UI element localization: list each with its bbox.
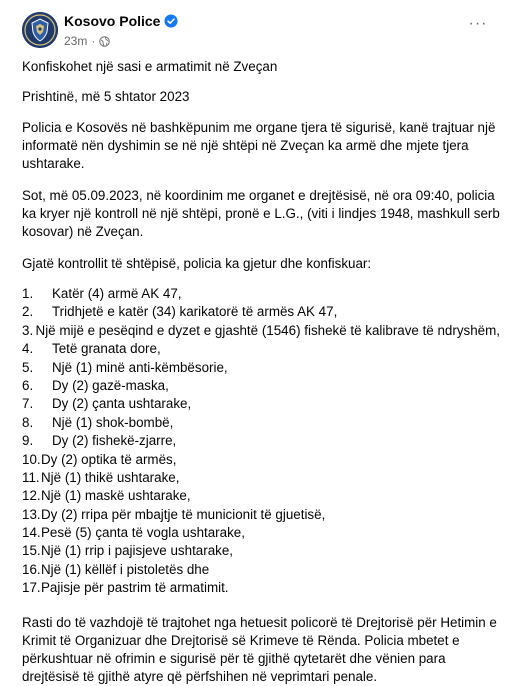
list-item [22, 487, 500, 505]
post-closing-paragraph: Rasti do të vazhdojë të trajtohet nga hetuesit policorë të Drejtorisë për Hetimin e Krimit të Organizuar dhe Drejtorisë së Krimeve të Rënda. Policia mbetet e përkushtuar në ofrimin e sigurisë për të gjithë qytetarët dhe vënien para drejtësisë të gjithë atyre që përfshihen në veprimtari penale. [22, 614, 497, 684]
police-badge-icon [22, 12, 58, 48]
post-timestamp[interactable]: 23m [64, 34, 88, 48]
list-item [22, 469, 500, 487]
post-title: Konfiskohet një sasi e armatimit në Zveçan [22, 59, 278, 74]
list-item [22, 322, 500, 340]
post-details-paragraph: Sot, më 05.09.2023, në koordinim me organet e drejtësisë, në ora 09:40, policia ka kryer një kontroll në një shtëpi, pronë e L.G., (viti i lindjes 1948, mashkull serb kosovar) në Zveçan. [22, 188, 500, 239]
list-item-text: Dy (2) çanta ushtarake, [52, 396, 192, 412]
list-item-number: 11. [22, 469, 40, 485]
list-item-text: Një (1) minë anti-këmbësorie, [52, 359, 228, 375]
list-item-text: Një (1) thikë ushtarake, [41, 469, 180, 485]
post-found-intro: Gjatë kontrollit të shtëpisë, policia ka gjetur dhe konfiskuar: [22, 256, 372, 271]
list-item [22, 579, 500, 597]
globe-icon [99, 36, 110, 47]
list-item [22, 524, 500, 542]
more-options-icon: ··· [468, 15, 488, 32]
list-item-text: Dy (2) gazë-maska, [52, 377, 169, 393]
list-item-number: 4. [22, 341, 34, 357]
list-item-text: Një (1) rrip i pajisjeve ushtarake, [41, 543, 234, 559]
post-intro-paragraph: Policia e Kosovës në bashkëpunim me organe tjera të sigurisë, kanë trajtuar një informatë nën dyshimin se në një shtëpi në Zveçan ka armë dhe mjete tjera ushtarake. [22, 120, 496, 171]
list-item-number: 2. [22, 304, 34, 320]
list-item-number: 16. [22, 561, 41, 577]
list-item-text: Pesë (5) çanta të vogla ushtarake, [41, 525, 245, 541]
list-item [22, 542, 500, 560]
list-item-text: Tridhjetë e katër (34) karikatorë të armës AK 47, [52, 304, 338, 320]
list-item-text: Dy (2) optika të armës, [41, 451, 177, 467]
list-item-number: 3. [22, 322, 34, 338]
list-item-text: Një (1) këllëf i pistoletës dhe [41, 561, 210, 577]
list-item-number: 15. [22, 543, 41, 559]
post-meta [64, 34, 110, 48]
author-name[interactable]: Kosovo Police [64, 13, 161, 29]
list-item-number: 5. [22, 359, 34, 375]
confiscated-items-list [22, 285, 500, 598]
page-avatar[interactable] [22, 12, 58, 48]
list-item-text: Një (1) maskë ushtarake, [41, 488, 191, 504]
more-options-button[interactable] [464, 10, 492, 38]
list-item [22, 432, 500, 450]
list-item-text: Dy (2) fishekë-zjarre, [52, 433, 177, 449]
list-item-number: 9. [22, 433, 34, 449]
list-item-text: Një (1) shok-bombë, [52, 414, 174, 430]
post-body [22, 58, 500, 686]
list-item-number: 13. [22, 506, 41, 522]
list-item-number: 12. [22, 488, 41, 504]
list-item [22, 303, 500, 321]
list-item-number: 8. [22, 414, 34, 430]
list-item [22, 414, 500, 432]
list-item-text: Një mijë e pesëqind e dyzet e gjashtë (1546) fishekë të kalibrave të ndryshëm, [35, 322, 500, 338]
verified-badge-icon [164, 14, 178, 28]
list-item [22, 561, 500, 579]
list-item-number: 17. [22, 580, 41, 596]
post-header [0, 0, 514, 58]
list-item [22, 340, 500, 358]
list-item-text: Dy (2) rripa për mbajtje të municionit të gjuetisë, [41, 506, 326, 522]
list-item-text: Tetë granata dore, [52, 341, 161, 357]
list-item-text: Katër (4) armë AK 47, [52, 286, 182, 301]
post-dateline: Prishtinë, më 5 shtator 2023 [22, 89, 190, 104]
list-item-number: 6. [22, 377, 34, 393]
author-name-row [64, 13, 178, 29]
list-item [22, 377, 500, 395]
list-item-number: 14. [22, 525, 41, 541]
list-item-text: Pajisje për pastrim të armatimit. [41, 580, 229, 596]
list-item-number: 10. [22, 451, 41, 467]
meta-separator: · [91, 34, 96, 48]
list-item [22, 395, 500, 413]
list-item-number: 1. [22, 286, 34, 301]
list-item [22, 506, 500, 524]
list-item [22, 285, 500, 303]
list-item [22, 359, 500, 377]
list-item-number: 7. [22, 396, 34, 412]
list-item [22, 451, 500, 469]
